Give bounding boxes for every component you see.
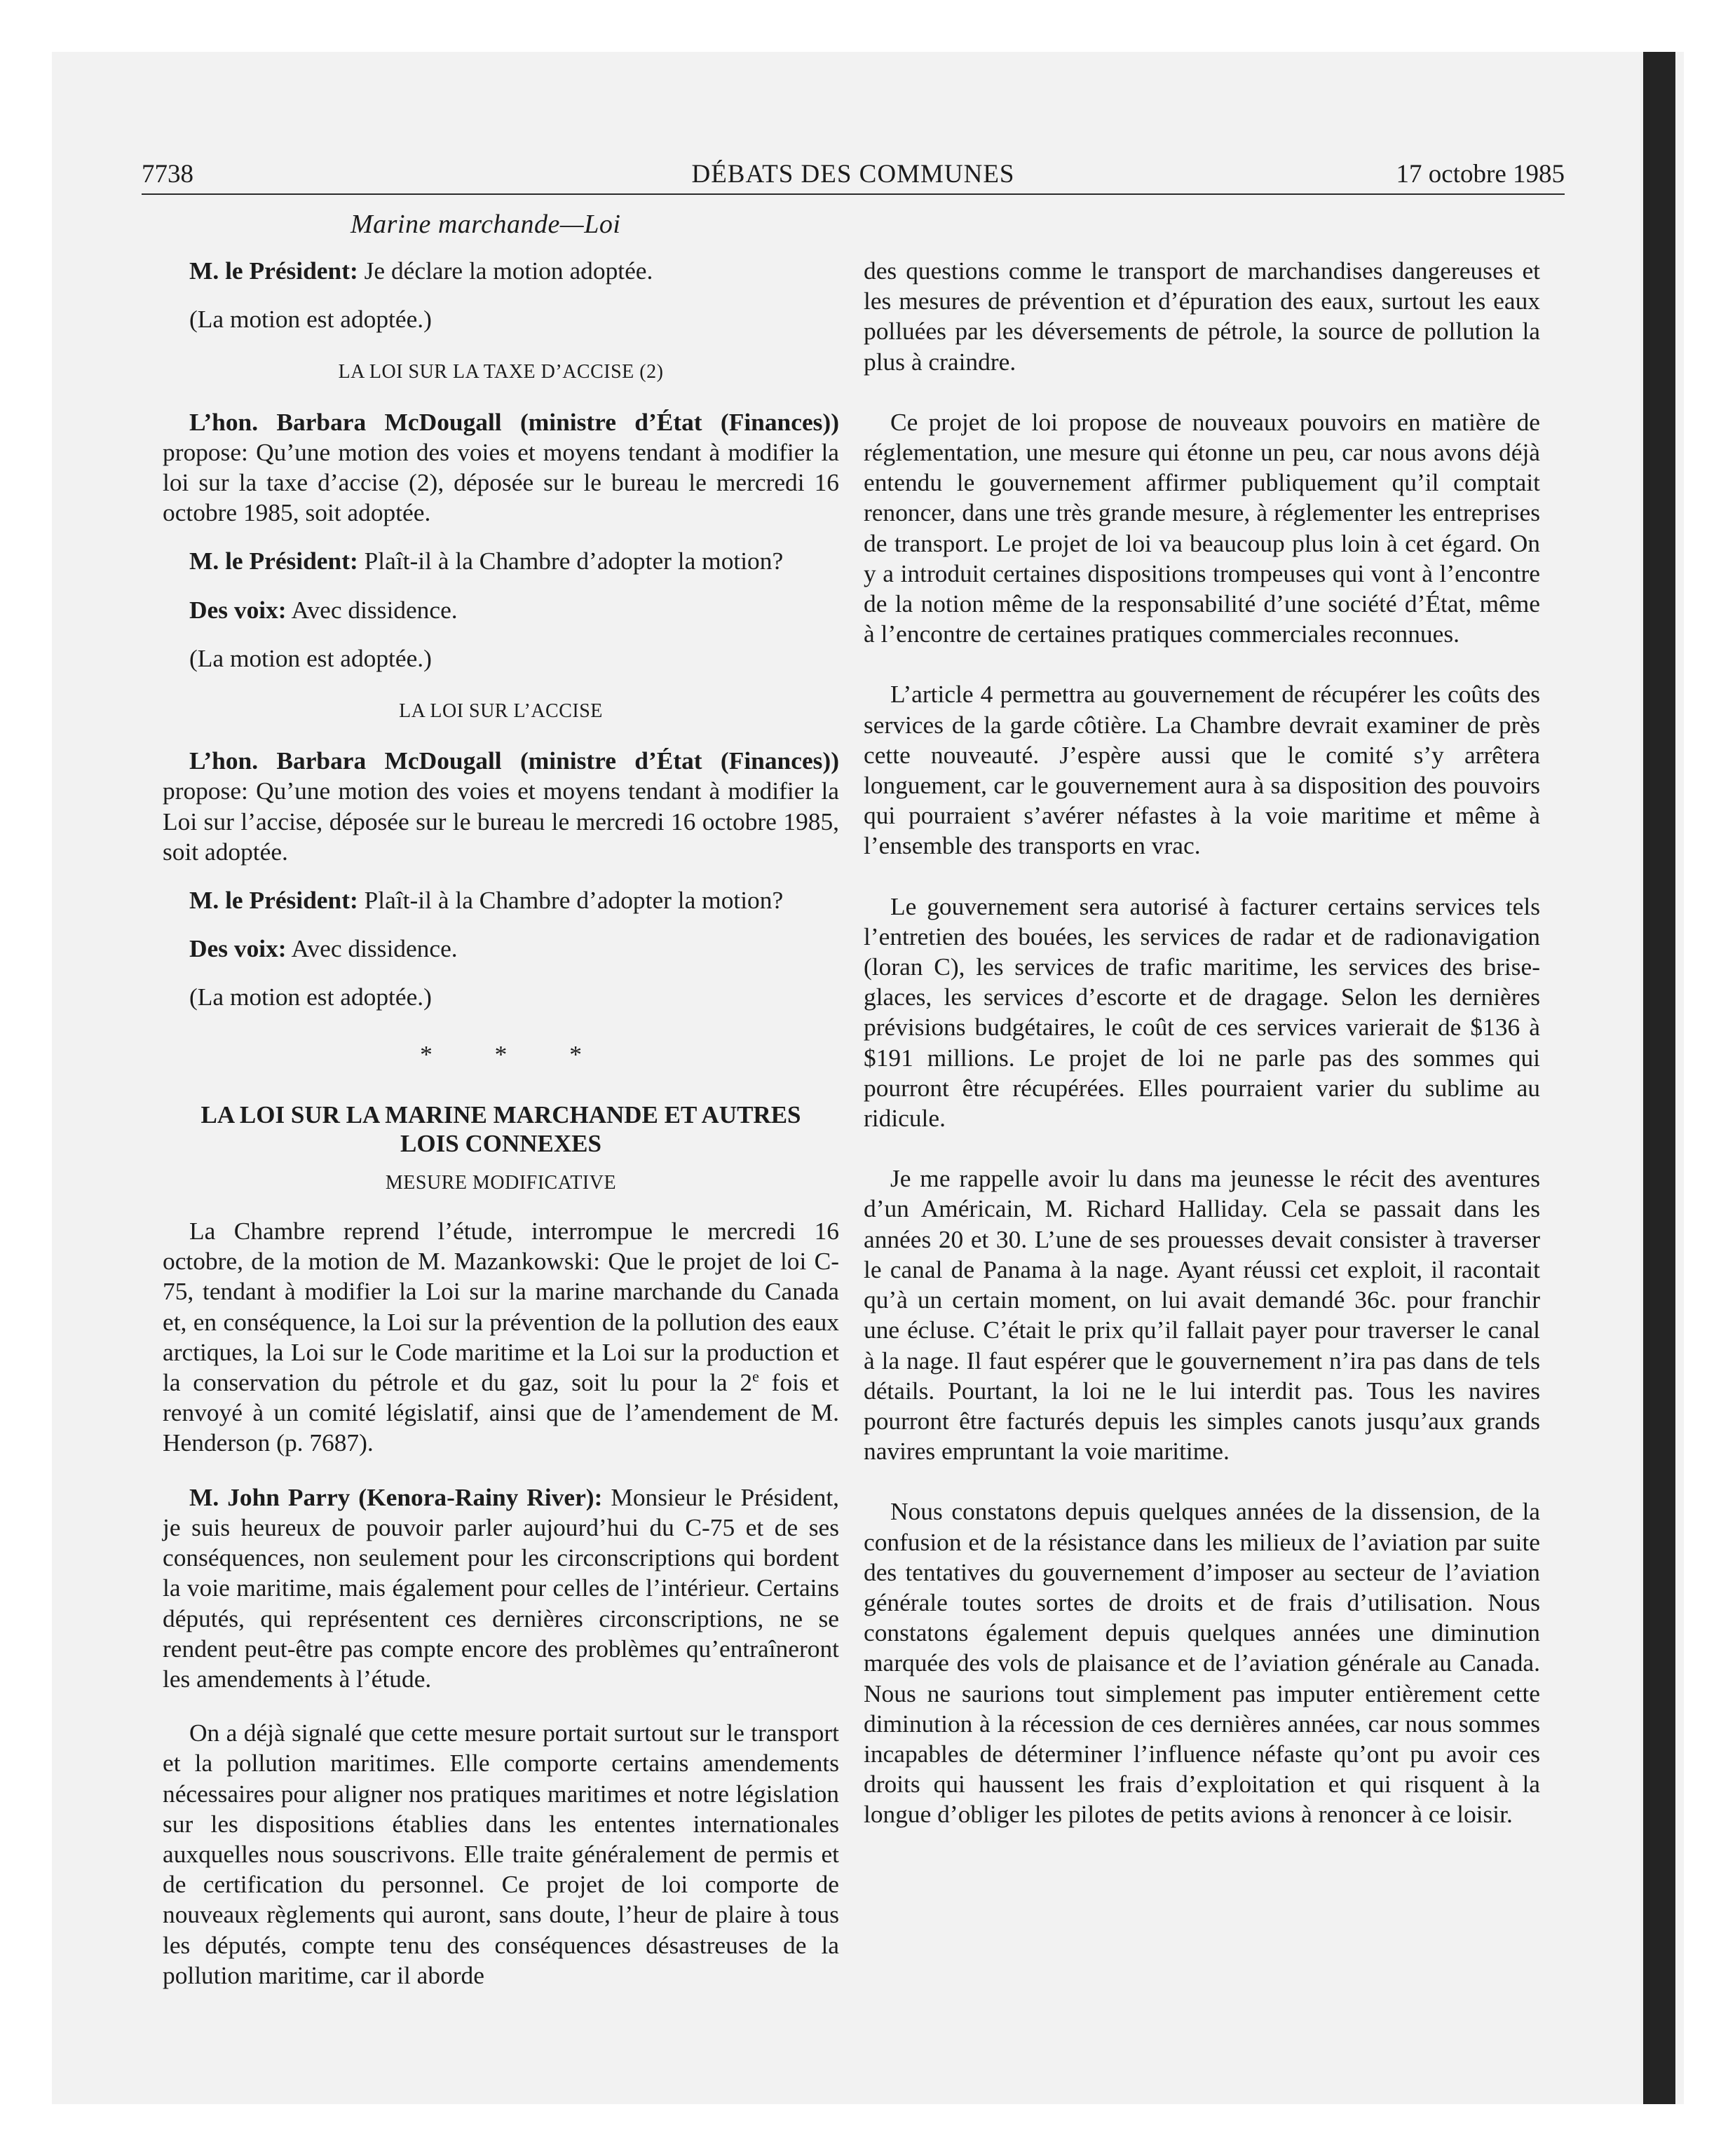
paragraph: Je me rappelle avoir lu dans ma jeunesse le récit des aventures d’un Américain, M. Richard Halliday. Cela se passait dans les années 20 et 30. L’une de ses prouesses devait consister à traverser le canal de Panama à la nage. Ayant réussi cet exploit, il racontait qu’à un certain moment, on lui avait demandé 36c. pour franchir une écluse. C’était le prix qu’il fallait payer pour traverser le canal à la nage. Il faut espérer que le gouvernement n’ira pas dans de tels détails. Pourtant, la loi ne le lui interdit pas. Tous les navires pourront être facturés depuis les simples canots jusqu’aux grands navires empruntant la voie maritime. — [864, 1164, 1540, 1466]
paragraph — [163, 546, 839, 576]
running-head: Marine marchande—Loi — [351, 210, 621, 239]
paragraph — [163, 934, 839, 964]
paragraph-text: propose: Qu’une motion des voies et moyens tendant à modifier la loi sur la taxe d’accise (2), déposée sur le bureau le mercredi 16 octobre 1985, soit adoptée. — [163, 437, 839, 527]
sub-heading: MESURE MODIFICATIVE — [385, 1171, 617, 1194]
paragraph — [163, 746, 839, 867]
speaker-name: L’hon. Barbara McDougall (ministre d’État (Finances)) — [189, 407, 839, 436]
paragraph: (La motion est adoptée.) — [189, 305, 432, 334]
paragraph-text: Plaît-il à la Chambre d’adopter la motion? — [358, 886, 784, 915]
paragraph: Nous constatons depuis quelques années de la dissension, de la confusion et de la résistance dans les milieux de l’aviation par suite des tentatives du gouvernement d’imposer au secteur de l’aviation générale toutes sortes de droits et de frais d’utilisation. Nous constatons également depuis quelques années une diminution marquée des vols de plaisance et de l’aviation générale au Canada. Nous ne saurions tout simplement pas imputer entièrement cette diminution à la récession de ces dernières années, car nous sommes incapables de déterminer l’influence néfaste qu’ont pu avoir ces droits qui haussent les frais d’exploitation et qui risquent à la longue d’obliger les pilotes de petits avions à renoncer à ce loisir. — [864, 1497, 1540, 1829]
speaker-name: Des voix: — [189, 934, 287, 963]
paragraph-text: Je déclare la motion adoptée. — [358, 257, 653, 285]
section-heading: LA LOI SUR L’ACCISE — [399, 700, 603, 723]
page-header — [142, 158, 1565, 195]
paragraph-text: Avec dissidence. — [286, 934, 458, 963]
paragraph — [163, 256, 839, 286]
paragraph: Ce projet de loi propose de nouveaux pouvoirs en matière de réglementation, une mesure qui étonne un peu, car nous avons déjà entendu le gouvernement affirmer publiquement qu’il comptait renoncer, dans une très grande mesure, à réglementer les entreprises de transport. Le projet de loi va beaucoup plus loin à cet égard. On y a introduit certaines dispositions trompeuses qui vont à l’encontre de la notion même de la responsabilité d’une société d’État, même à l’encontre de certaines pratiques commerciales reconnues. — [864, 407, 1540, 648]
paragraph-text: propose: Qu’une motion des voies et moyens tendant à modifier la Loi sur l’accise, déposée sur le bureau le mercredi 16 octobre 1985, soit adoptée. — [163, 777, 839, 866]
scan-edge-bar — [1643, 52, 1675, 2104]
section-heading: LA LOI SUR LA TAXE D’ACCISE (2) — [338, 361, 664, 383]
paragraph-text: La Chambre reprend l’étude, interrompue le mercredi 16 octobre, de la motion de M. Mazankowski: Que le projet de loi C-75, tendant à modifier la Loi sur la marine marchande du Canada et, en conséquence, la Loi sur la prévention de la pollution des eaux arctiques, la Loi sur le Code maritime et la Loi sur la production et la conservation du pétrole et du gaz, soit lu pour la 2 — [163, 1217, 839, 1397]
speaker-name: M. John Parry (Kenora-Rainy River): — [189, 1482, 603, 1511]
speaker-name: M. le Président: — [189, 886, 358, 915]
publication-title: DÉBATS DES COMMUNES — [691, 160, 1015, 189]
paragraph — [163, 407, 839, 528]
speaker-name: M. le Président: — [189, 257, 358, 285]
paragraph-text: fois et renvoyé à un comité législatif, ainsi que de l’amendement de M. Henderson (p. 7687). — [163, 1368, 839, 1457]
main-heading: LA LOI SUR LA MARINE MARCHANDE ET AUTRES LOIS CONNEXES — [200, 1100, 801, 1157]
paragraph: (La motion est adoptée.) — [189, 643, 432, 672]
left-column — [163, 256, 839, 1991]
paragraph: des questions comme le transport de marchandises dangereuses et les mesures de prévention et d’épuration des eaux, surtout les eaux polluées par les déversements de pétrole, la source de pollution la plus à craindre. — [864, 257, 1540, 376]
paragraph-text: Avec dissidence. — [286, 595, 458, 624]
paragraph — [163, 885, 839, 915]
superscript: e — [752, 1367, 759, 1386]
speaker-name: Des voix: — [189, 595, 287, 624]
paragraph — [163, 595, 839, 625]
paragraph: L’article 4 permettra au gouvernement de récupérer les coûts des services de la garde côtière. La Chambre devrait examiner de près cette nouveauté. J’espère aussi que le comité s’y arrêtera longuement, car le gouvernement aura à sa disposition des pouvoirs qui pourraient s’avérer néfastes à la voie maritime et même à l’ensemble des transports en vrac. — [864, 680, 1540, 860]
section-divider-stars: * * * — [420, 1039, 610, 1068]
page-number: 7738 — [142, 160, 193, 189]
paragraph: (La motion est adoptée.) — [189, 983, 432, 1011]
speaker-name: M. le Président: — [189, 547, 358, 575]
page-date: 17 octobre 1985 — [1396, 160, 1565, 189]
paragraph-text: Plaît-il à la Chambre d’adopter la motion? — [358, 547, 784, 575]
paragraph — [163, 1482, 839, 1694]
paragraph-text: Monsieur le Président, je suis heureux de pouvoir parler aujourd’hui du C-75 et de ses conséquences, non seulement pour les circonscriptions qui bordent la voie maritime, mais également pour celles de l’intérieur. Certains députés, qui représentent ces dernières circonscriptions, ne se rendent peut-être pas compte encore des problèmes qu’entraîneront les amendements à l’étude. — [163, 1482, 840, 1693]
speaker-name: L’hon. Barbara McDougall (ministre d’État (Finances)) — [189, 746, 839, 775]
right-column — [864, 256, 1540, 1830]
paragraph: Le gouvernement sera autorisé à facturer certains services tels l’entretien des bouées, les services de radar et de radionavigation (loran C), les services de trafic maritime, les services des brise-glaces, les services d’escorte et de dragage. Selon les dernières prévisions budgétaires, le coût de ces services varierait de $136 à $191 millions. Le projet de loi ne parle pas des sommes qui pourront être récupérées. Elles pourraient varier du sublime au ridicule. — [864, 892, 1540, 1133]
paragraph: On a déjà signalé que cette mesure portait surtout sur le transport et la pollution maritimes. Elle comporte certains amendements nécessaires pour aligner nos pratiques maritimes et notre législation sur les dispositions établies dans les ententes internationales auxquelles nous souscrivons. Elle traite généralement de permis et de certification du personnel. Ce projet de loi comporte de nouveaux règlements qui auront, sans doute, l’heur de plaire à tous les députés, compte tenu des conséquences désastreuses de la pollution maritime, car il aborde — [163, 1719, 839, 1989]
paragraph — [163, 1216, 839, 1459]
